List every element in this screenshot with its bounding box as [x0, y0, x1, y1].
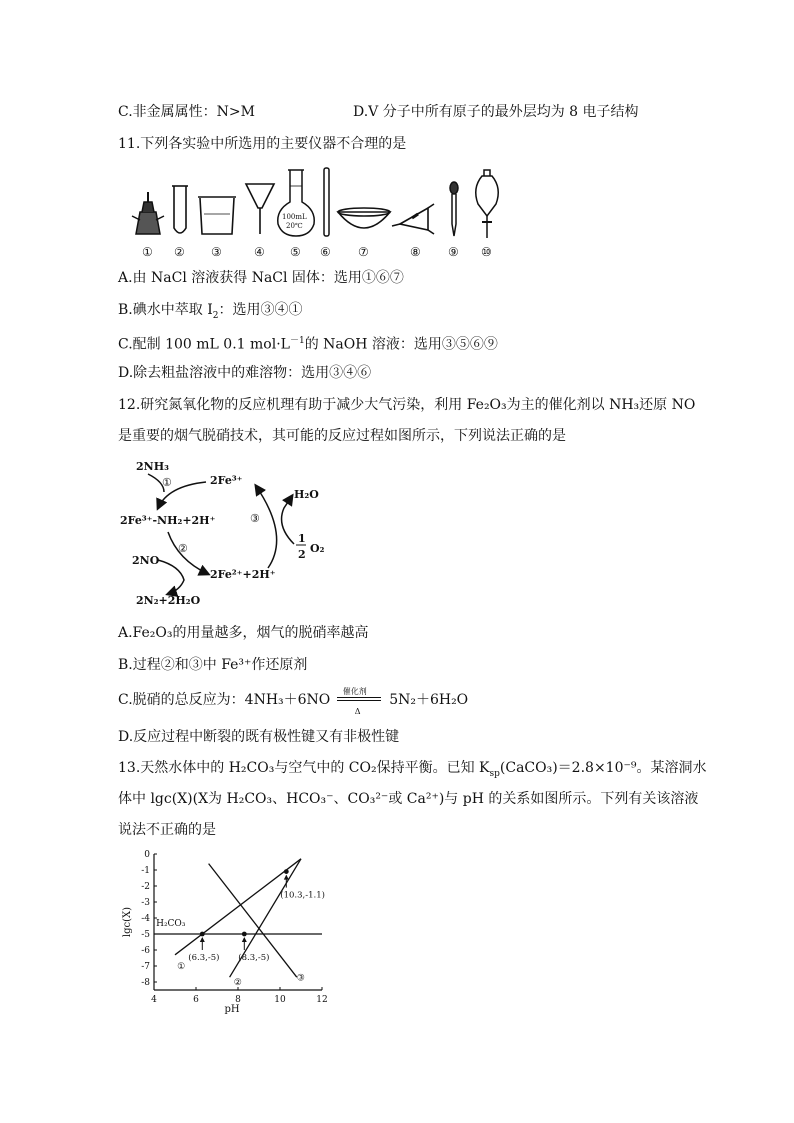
x-tick-label: 10	[274, 995, 286, 1005]
flask-label-volume: 100mL	[282, 213, 307, 221]
q13-lgc-ph-chart	[116, 846, 336, 1015]
q10-option-d: D.V 分子中所有原子的最外层均为 8 电子结构	[353, 104, 639, 120]
apparatus-label-1: ①	[142, 245, 153, 259]
arrow-o2-to-h2o	[282, 496, 294, 544]
q11-stem: 11.下列各实验中所选用的主要仪器不合理的是	[118, 136, 407, 152]
q12-reaction-cycle-diagram	[118, 456, 348, 612]
label-2nh3: 2NH₃	[136, 460, 169, 473]
x-tick-label: 12	[316, 995, 328, 1005]
apparatus-label-8: ⑧	[410, 245, 421, 259]
label-2no: 2NO	[132, 554, 160, 567]
q12-option-d: D.反应过程中断裂的既有极性键又有非极性键	[118, 729, 400, 745]
x-tick-label: 6	[193, 995, 199, 1005]
apparatus-labels	[142, 245, 492, 259]
data-point	[242, 932, 247, 937]
point-pointer-head	[242, 937, 247, 942]
y-tick-label: -1	[141, 866, 150, 876]
q12-option-b: B.过程②和③中 Fe³⁺作还原剂	[118, 657, 308, 673]
y-axis-label: lgc(X)	[122, 906, 133, 938]
q11-option-a: A.由 NaCl 溶液获得 NaCl 固体：选用①⑥⑦	[118, 270, 404, 286]
volumetric-flask-icon	[278, 170, 315, 236]
x-tick-label: 4	[151, 995, 157, 1005]
q13-stem-line2: 体中 lgc(X)(X为 H₂CO₃、HCO₃⁻、CO₃²⁻或 Ca²⁺)与 pH 的关系如图所示。下列有关该溶液	[118, 791, 699, 807]
label-h2o: H₂O	[294, 488, 319, 501]
point-pointer-head	[284, 875, 289, 880]
series-label-2: ①	[177, 962, 186, 973]
point-label: (10.3,-1.1)	[280, 890, 325, 901]
apparatus-label-3: ③	[211, 245, 222, 259]
q13-stem-line3: 说法不正确的是	[118, 822, 216, 838]
apparatus-label-6: ⑥	[320, 245, 331, 259]
flask-label-temp: 20℃	[286, 222, 303, 230]
arrow-no-to-n2	[158, 560, 184, 594]
label-step3: ③	[250, 512, 260, 525]
apparatus-label-9: ⑨	[448, 245, 459, 259]
q12-stem-line2: 是重要的烟气脱硝技术，其可能的反应过程如图所示，下列说法正确的是	[118, 428, 566, 444]
y-tick-label: -5	[141, 930, 150, 940]
point-label: (6.3,-5)	[188, 953, 220, 963]
label-half-den: 2	[298, 548, 306, 561]
y-tick-label: -3	[141, 898, 150, 908]
data-point	[200, 932, 205, 937]
alcohol-lamp-icon	[132, 192, 164, 234]
series-line-2	[175, 859, 301, 955]
glass-rod-icon	[324, 168, 329, 236]
apparatus-label-4: ④	[254, 245, 265, 259]
clay-triangle-icon	[392, 204, 434, 234]
y-tick-label: -8	[141, 978, 150, 988]
label-step2: ②	[178, 542, 188, 555]
apparatus-label-2: ②	[174, 245, 185, 259]
label-n2-h2o: 2N₂+2H₂O	[136, 594, 201, 607]
test-tube-icon	[172, 186, 188, 233]
q12-option-a: A.Fe₂O₃的用量越多，烟气的脱硝率越高	[118, 625, 369, 641]
q11-option-d: D.除去粗盐溶液中的难溶物：选用③④⑥	[118, 365, 372, 381]
q12-stem-line1: 12.研究氮氧化物的反应机理有助于减少大气污染，利用 Fe₂O₃为主的催化剂以 NH₃还原 NO	[118, 397, 696, 413]
y-tick-label: -2	[141, 882, 150, 892]
y-tick-label: -7	[141, 962, 150, 972]
separatory-funnel-icon	[476, 170, 499, 238]
apparatus-label-7: ⑦	[358, 245, 369, 259]
label-o2: O₂	[310, 542, 325, 555]
y-tick-label: 0	[144, 850, 150, 860]
q12-option-c: C.脱硝的总反应为：4NH₃＋6NO 催化剂 Δ 5N₂＋6H₂O	[118, 687, 469, 716]
beaker-icon	[198, 197, 236, 234]
label-complex: 2Fe³⁺-NH₂+2H⁺	[120, 514, 216, 527]
funnel-icon	[246, 184, 274, 234]
label-2fe3: 2Fe³⁺	[210, 474, 243, 487]
q13-stem-line1: 13.天然水体中的 H₂CO₃与空气中的 CO₂保持平衡。已知 $K_{sp}(CaCO_3)=2.8\times 10^{-9}$。某溶洞水	[118, 760, 707, 779]
q11-option-c: C.配制 100 mL 0.1 $mol\cdot L^{-1}$的 NaOH 溶液：选用③⑤⑥⑨	[118, 336, 498, 353]
arrow-fe2-to-fe3	[256, 486, 277, 568]
y-tick-label: -6	[141, 946, 150, 956]
point-label: (8.3,-5)	[238, 953, 270, 963]
data-point	[284, 869, 289, 874]
apparatus-label-10: ⑩	[481, 245, 492, 259]
point-pointer-head	[200, 937, 205, 942]
apparatus-label-5: ⑤	[290, 245, 301, 259]
dropper-icon	[450, 182, 458, 236]
x-axis-label: pH	[224, 1004, 240, 1015]
q11-option-b: B.碘水中萃取 $I_2$：选用③④①	[118, 302, 303, 321]
q11-apparatus-figure	[128, 164, 508, 260]
evaporating-dish-icon	[338, 208, 390, 228]
label-2fe2: 2Fe²⁺+2H⁺	[210, 568, 276, 581]
label-half-num: 1	[298, 532, 306, 545]
series-label-4: ③	[296, 973, 305, 984]
series-label-3: ②	[233, 978, 242, 989]
y-tick-label: -4	[141, 914, 150, 924]
x-tick-label: 8	[235, 995, 241, 1005]
label-step1: ①	[162, 476, 172, 489]
reaction-condition-arrow: 催化剂 Δ	[335, 690, 385, 710]
q10-option-c: C.非金属属性：N>M	[118, 104, 255, 120]
series-label-1: H₂CO₃	[156, 919, 186, 929]
